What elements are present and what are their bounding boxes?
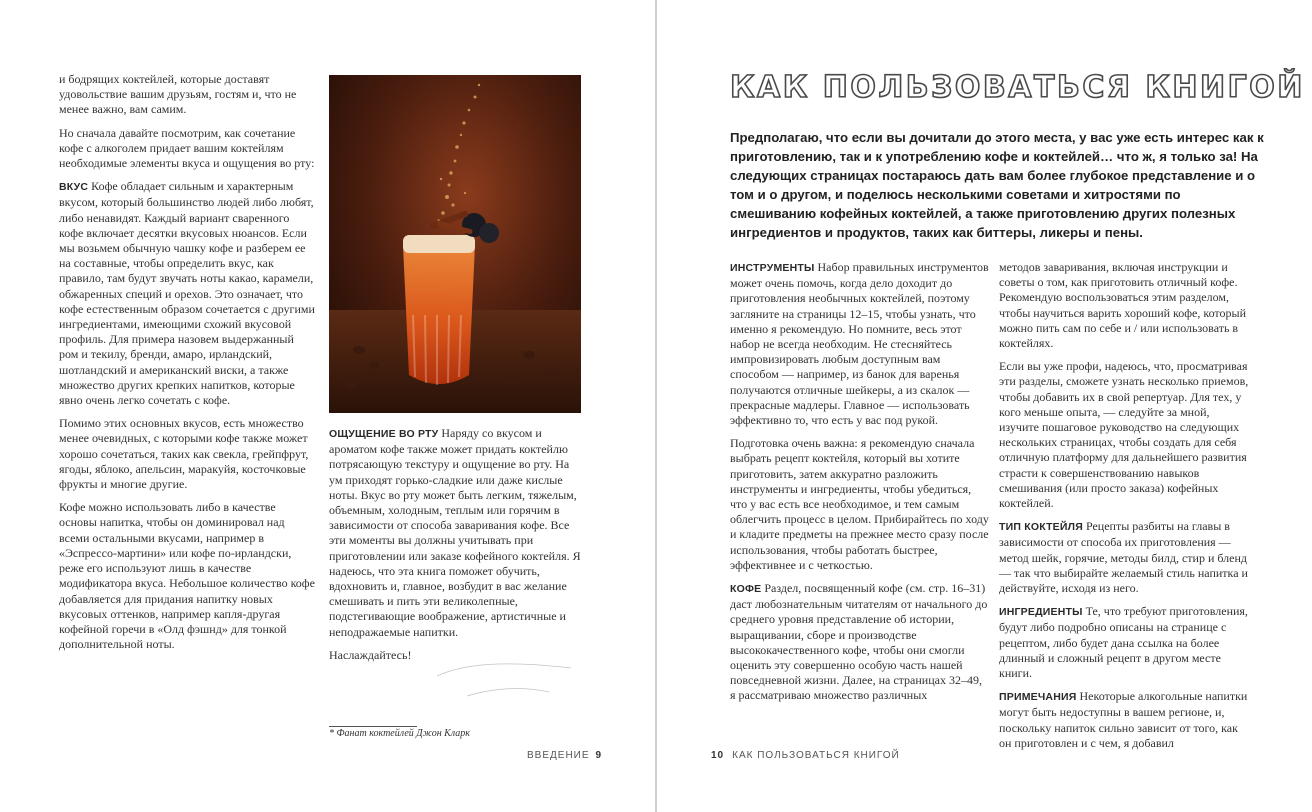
folio-label: ВВЕДЕНИЕ xyxy=(527,750,590,761)
paragraph xyxy=(329,426,581,640)
right-text-column-1 xyxy=(730,260,990,712)
paragraph-body: Набор правильных инструментов может очень помочь, когда дело доходит до приготовления необычных коктейлей, поэтому загляните на страницы 12–15, чтобы узнать, что именно я рекомендую. Но помните, весь этот набор не всегда необходим. Не стесняйтесь импровизировать любым доступным вам способом — например, из банок для варенья получаются отличные шейкеры, а из скалок — прекрасные мадлеры. Главное — использовать эффективно то, что есть у вас под рукой. xyxy=(730,260,989,428)
section-lead: ТИП КОКТЕЙЛЯ xyxy=(999,521,1083,534)
left-text-column-1 xyxy=(59,72,315,660)
page-number: 9 xyxy=(595,750,603,761)
paragraph xyxy=(59,179,315,408)
paragraph-body: Рецепты разбиты на главы в зависимости от способа их приготовления — метод шейк, горячие, методы билд, стир и бленд — так что выбирайте желаемый стиль напитка и действуйте, исходя из него. xyxy=(999,519,1248,596)
paragraph xyxy=(999,604,1251,681)
paragraph: Но сначала давайте посмотрим, как сочетание кофе с алкоголем придает вашим коктейлям необходимые элементы вкуса и ощущения во рту: xyxy=(59,125,315,171)
paragraph: методов заваривания, включая инструкции и советы о том, как приготовить отличный кофе. Рекомендую воспользоваться этим разделом, чтобы научиться варить хороший кофе, который можно пить сам по себе и / или использовать в коктейлях. xyxy=(999,260,1247,351)
paragraph: Наслаждайтесь! xyxy=(329,647,412,662)
section-lead: ИНГРЕДИЕНТЫ xyxy=(999,606,1083,619)
page-folio-right xyxy=(711,750,900,761)
chapter-title: КАК ПОЛЬЗОВАТЬСЯ КНИГОЙ xyxy=(730,70,1305,105)
cocktail-photo xyxy=(329,75,581,413)
paragraph: Кофе можно использовать либо в качестве основы напитка, чтобы он доминировал над всеми остальными вкусами, например в «Эспрессо-мартини» или кофе по-ирландски, реже его используют лишь в качестве модификатора вкуса. Небольшое количество кофе добавляется для придания напитку новых вкусовых оттенков, например капля-другая кофейной горечи в «Олд фэшнд» для тонкой дополнительной ноты. xyxy=(59,500,315,652)
section-lead: ИНСТРУМЕНТЫ xyxy=(730,262,815,274)
folio-label: КАК ПОЛЬЗОВАТЬСЯ КНИГОЙ xyxy=(732,750,900,761)
paragraph-body: Те, что требуют приготовления, будут либо подробно описаны на странице с рецептом, либо будет дана ссылка на более длинный и сложный рецепт в другом месте книги. xyxy=(999,604,1248,681)
section-lead: ПРИМЕЧАНИЯ xyxy=(999,691,1077,704)
paragraph-body: Кофе обладает сильным и характерным вкусом, который большинство людей либо любят, либо ненавидят. Каждый вариант сваренного кофе включает десятки вкусовых нюансов. Если мы возьмем обычную чашку кофе и разберем ее на составные, чтобы определить вкус, как правило, там будут звучать ноты какао, карамели, обжаренных специй и орехов. Это означает, что кофе естественным образом сочетается с другими ингредиентами, имеющими схожий вкусовой профиль. Для примера назовем выдержанный ром и текилу, бренди, амаро, ирландский, шотландский и американский виски, а также множество других крепких напитков, которые явно очень легко сочетать с кофе. xyxy=(59,179,315,408)
paragraph xyxy=(999,689,1251,751)
paragraph xyxy=(730,581,990,704)
author-signature xyxy=(433,650,583,710)
page-number: 10 xyxy=(711,750,725,761)
section-lead: КОФЕ xyxy=(730,583,762,596)
left-text-column-2 xyxy=(329,426,581,671)
paragraph-body: Раздел, посвященный кофе (см. стр. 16–31) даст любознательным читателям от начального до среднего уровня представление об истории, выращивании, сборе и производстве высококачественного кофе, чтобы они смогли оценить эту совершенно особую часть нашей повседневной жизни. Далее, на страницах 32–49, я рассматриваю множество различных xyxy=(730,581,988,703)
footnote: * Фанат коктейлей Джон Кларк xyxy=(329,728,470,739)
section-lead: ВКУС xyxy=(59,181,89,194)
footnote-rule xyxy=(329,726,417,727)
right-page xyxy=(657,0,1312,812)
left-page xyxy=(0,0,655,812)
paragraph: Помимо этих основных вкусов, есть множество менее очевидных, с которыми кофе также может хорошо сочетаться, таких как свекла, грейпфрут, ягоды, яблоко, апельсин, маракуйя, косточковые фрукты и многие другие. xyxy=(59,416,309,492)
paragraph xyxy=(999,519,1251,596)
chapter-intro: Предполагаю, что если вы дочитали до этого места, у вас уже есть интерес как к приготовлению, так и к употреблению кофе и коктейлей… что ж, я только за! На следующих страницах постараюсь дать вам более глубокое представление и о том и о другом, и поделюсь несколькими советами и хитростями по смешиванию кофейных коктейлей, а также приготовлению других полезных ингредиентов и продуктов, таких как биттеры, ликеры и пены. xyxy=(730,130,1264,240)
paragraph: и бодрящих коктейлей, которые доставят удовольствие вашим друзьям, гостям и, что не менее важно, вам самим. xyxy=(59,72,297,117)
page-folio-left xyxy=(527,750,602,761)
section-lead: ОЩУЩЕНИЕ ВО РТУ xyxy=(329,428,439,440)
paragraph: Подготовка очень важна: я рекомендую сначала выбрать рецепт коктейля, который вы хотите приготовить, затем аккуратно разложить инструменты и ингредиенты, чтобы убедиться, что у вас есть все необходимое, и тем самым облегчить процесс в целом. Прибирайтесь по ходу и кладите предметы на прежнее место сразу после использования, чтобы работать быстрее, эффективнее и с четкостью. xyxy=(730,436,989,572)
paragraph xyxy=(730,260,990,428)
paragraph-body: Некоторые алкогольные напитки могут быть недоступны в вашем регионе, и, поскольку напиток сильно зависит от того, как он приготовлен и с чем, я добавил xyxy=(999,689,1248,750)
right-text-column-2 xyxy=(999,260,1251,759)
paragraph: Если вы уже профи, надеюсь, что, просматривая эти разделы, сможете узнать несколько приемов, чтобы добавить их в свой репертуар. Для тех, у кого меньше опыта, — следуйте за мной, изучите пошаговое руководство на следующих нескольких страницах, чтобы создать для себя отличную платформу для дальнейшего развития страсти к совершенствованию навыков смешивания (или просто заказа) кофейных коктейлей. xyxy=(999,359,1249,511)
paragraph-body: Наряду со вкусом и ароматом кофе также может придать коктейлю потрясающую текстуру и ощущение во рту. На ум приходят горько-сладкие или даже кислые ноты. Вкус во рту может быть легким, тяжелым, объемным, холодным, теплым или горячим в зависимости от способа заваривания кофе. Все эти моменты вы должны учитывать при приготовлении или заказе кофейного коктейля. Я надеюсь, что эта книга поможет обучить, вдохновить и, главное, возбудит в вас желание смешивать и пить эти великолепные, подстегивающие воображение, артистичные и неподражаемые напитки. xyxy=(329,426,581,639)
